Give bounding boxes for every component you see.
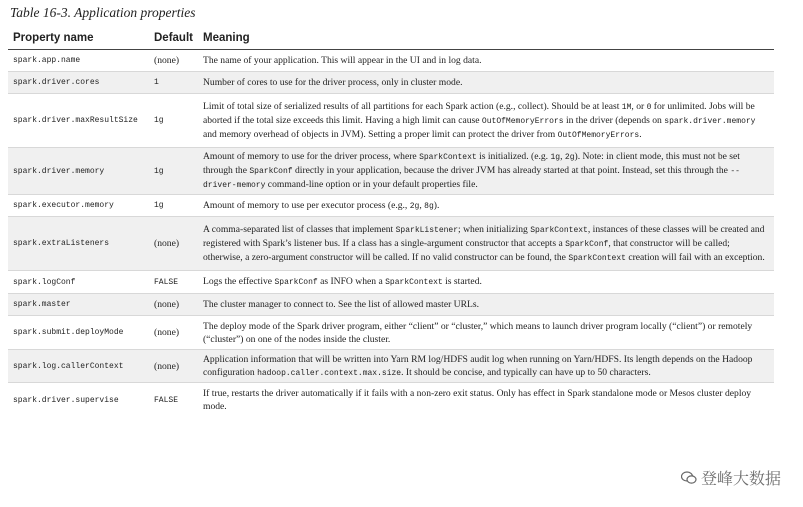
table-row xyxy=(8,217,774,271)
table-caption: Table 16-3. Application properties xyxy=(10,5,196,20)
meaning-cell xyxy=(198,383,774,418)
code-fragment: --driver-memory xyxy=(202,167,740,190)
code-fragment: SparkConf xyxy=(274,278,318,287)
meaning-cell xyxy=(198,350,774,383)
text-fragment: Limit of total size of serialized results of all partitions for each Spark action (e.g., collect). Should be at least xyxy=(202,100,622,112)
property-name-cell: spark.log.callerContext xyxy=(8,350,149,383)
code-fragment: SparkContext xyxy=(530,225,588,235)
property-name-cell: spark.master xyxy=(8,294,149,316)
code-fragment: SparkContext xyxy=(419,153,477,162)
text-fragment: is started. xyxy=(442,276,482,287)
text-fragment: Application information that will be written into Yarn RM log/HDFS audit log when running on Yarn/HDFS. Its length depends on the Hadoop configuration xyxy=(202,353,753,378)
text-fragment: as INFO when a xyxy=(317,276,386,287)
default-value-cell: FALSE xyxy=(149,271,198,294)
default-value-cell: 1g xyxy=(149,148,198,195)
code-fragment: OutOfMemoryErrors xyxy=(557,130,640,140)
meaning-cell xyxy=(198,94,774,148)
text-fragment: for unlimited. Jobs will be aborted if the total size exceeds this limit. Having a high limit can cause xyxy=(202,100,755,126)
property-name-cell: spark.submit.deployMode xyxy=(8,316,149,350)
default-value-cell: (none) xyxy=(149,50,198,72)
default-value-cell: 1g xyxy=(149,94,198,148)
text-fragment: Amount of memory to use for the driver process, where xyxy=(202,151,420,162)
text-fragment: . xyxy=(639,128,642,140)
code-fragment: 2g xyxy=(409,201,420,211)
table-row xyxy=(8,294,774,316)
code-fragment: spark.driver.memory xyxy=(664,116,756,126)
text-fragment: A comma-separated list of classes that implement xyxy=(202,223,396,235)
table-row xyxy=(8,350,774,383)
code-fragment: SparkListener xyxy=(395,225,459,235)
property-name-cell: spark.executor.memory xyxy=(8,195,149,217)
watermark xyxy=(681,466,781,489)
text-fragment: and memory overhead of objects in JVM). Setting a proper limit can protect the driver from xyxy=(202,128,558,140)
text-fragment: ). xyxy=(433,199,440,211)
code-fragment: 8g xyxy=(424,201,434,211)
property-name-cell: spark.logConf xyxy=(8,271,149,294)
code-fragment: SparkConf xyxy=(249,167,293,176)
header-property-name: Property name xyxy=(8,28,149,50)
code-fragment: 2g xyxy=(564,153,575,162)
table-row xyxy=(8,50,774,72)
header-default: Default xyxy=(149,28,198,50)
table-row xyxy=(8,195,774,217)
text-fragment: , that constructor will be called; otherwise, a zero-argument constructor will be called. If no valid constructor can be found, the xyxy=(202,237,730,263)
code-fragment: SparkContext xyxy=(568,253,626,263)
code-fragment: hadoop.caller.context.max.size xyxy=(257,368,402,378)
text-fragment: command-line option or in your default properties file. xyxy=(265,179,478,190)
application-properties-table xyxy=(8,28,774,418)
default-value-cell: (none) xyxy=(149,316,198,350)
text-fragment: , xyxy=(560,151,565,162)
text-fragment: The deploy mode of the Spark driver program, either “client” or “cluster,” which means to launch driver program locally (“client”) or remotely (“cluster”) on one of the nodes inside the cluster. xyxy=(202,320,753,345)
property-name-cell: spark.driver.cores xyxy=(8,72,149,94)
text-fragment: in the driver (depends on xyxy=(563,114,665,126)
table-row xyxy=(8,72,774,94)
meaning-cell xyxy=(198,195,774,217)
default-value-cell: 1g xyxy=(149,195,198,217)
text-fragment: creation will fail with an exception. xyxy=(625,251,765,263)
table-row xyxy=(8,148,774,195)
text-fragment: Amount of memory to use per executor process (e.g., xyxy=(202,199,410,211)
text-fragment: is initialized. (e.g. xyxy=(476,151,551,162)
property-name-cell: spark.driver.supervise xyxy=(8,383,149,418)
text-fragment: Logs the effective xyxy=(202,276,275,287)
table-row xyxy=(8,316,774,350)
code-fragment: SparkConf xyxy=(565,239,609,249)
text-fragment: If true, restarts the driver automatically if it fails with a non-zero exit status. Only has effect in Spark standalone mode or Mesos cluster deploy mode. xyxy=(202,388,752,413)
text-fragment: directly in your application, because the driver JVM has already started at that point. Instead, set this through the xyxy=(292,165,731,176)
meaning-cell xyxy=(198,316,774,350)
meaning-cell xyxy=(198,271,774,294)
text-fragment: , xyxy=(419,199,425,211)
code-fragment: 0 xyxy=(646,102,652,112)
text-fragment: The name of your application. This will appear in the UI and in log data. xyxy=(202,55,482,66)
default-value-cell: (none) xyxy=(149,294,198,316)
meaning-cell xyxy=(198,72,774,94)
text-fragment: , instances of these classes will be created and registered with Spark’s listener bus. If a class has a single-argument constructor that accepts a xyxy=(202,223,765,249)
default-value-cell: FALSE xyxy=(149,383,198,418)
property-name-cell: spark.app.name xyxy=(8,50,149,72)
text-fragment: Number of cores to use for the driver process, only in cluster mode. xyxy=(202,77,463,88)
text-fragment: ; when initializing xyxy=(458,223,531,235)
property-name-cell: spark.driver.maxResultSize xyxy=(8,94,149,148)
header-meaning: Meaning xyxy=(198,28,774,50)
property-name-cell: spark.driver.memory xyxy=(8,148,149,195)
code-fragment: 1g xyxy=(550,153,561,162)
code-fragment: OutOfMemoryErrors xyxy=(481,116,564,126)
text-fragment: . It should be concise, and typically can have up to 50 characters. xyxy=(401,366,651,378)
table-row xyxy=(8,94,774,148)
text-fragment: ). Note: in client mode, this must not be set through the xyxy=(202,151,740,176)
meaning-cell xyxy=(198,50,774,72)
default-value-cell: 1 xyxy=(149,72,198,94)
wechat-icon xyxy=(681,471,697,485)
table-header-row xyxy=(8,28,774,50)
code-fragment: 1M xyxy=(621,102,632,112)
default-value-cell: (none) xyxy=(149,350,198,383)
meaning-cell xyxy=(198,217,774,271)
table-row xyxy=(8,383,774,418)
watermark-text: 登峰大数据 xyxy=(700,469,781,488)
meaning-cell xyxy=(198,148,774,195)
table-body xyxy=(8,50,774,418)
text-fragment: The cluster manager to connect to. See the list of allowed master URLs. xyxy=(202,299,479,310)
table-row xyxy=(8,271,774,294)
default-value-cell: (none) xyxy=(149,217,198,271)
meaning-cell xyxy=(198,294,774,316)
text-fragment: , or xyxy=(631,100,647,112)
code-fragment: SparkContext xyxy=(385,278,443,287)
property-name-cell: spark.extraListeners xyxy=(8,217,149,271)
